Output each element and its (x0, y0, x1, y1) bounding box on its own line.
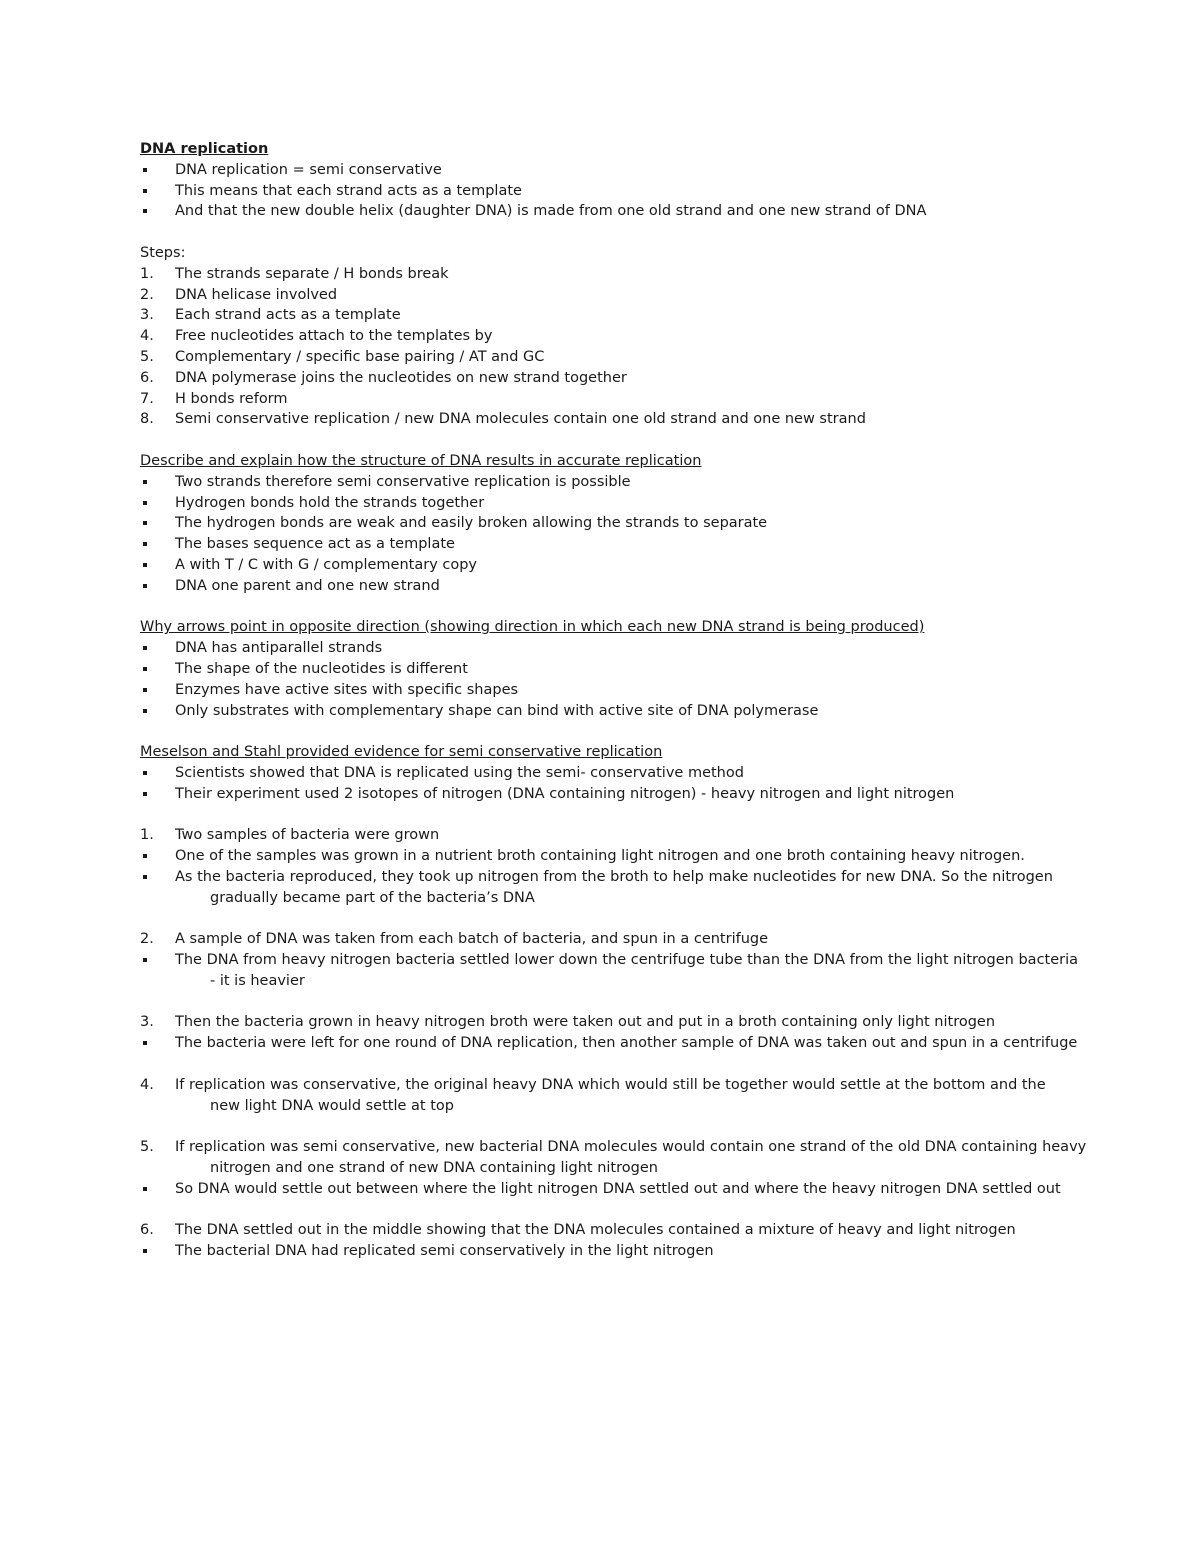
bullet-text: DNA one parent and one new strand (175, 577, 440, 594)
list-item (140, 659, 1140, 680)
bullet-icon (143, 875, 147, 879)
spacer (140, 721, 1140, 742)
bullet-icon (143, 480, 147, 484)
step-text: H bonds reform (175, 390, 288, 407)
list-item-continuation (140, 1096, 1140, 1117)
step-number: 5. (140, 1139, 154, 1156)
intro-section (140, 139, 1140, 160)
step-number: 4. (140, 328, 154, 345)
spacer (140, 992, 1140, 1013)
spacer (140, 597, 1140, 618)
list-item (140, 950, 1140, 971)
list-item (140, 576, 1140, 597)
list-item (140, 201, 1140, 222)
spacer (140, 908, 1140, 929)
step-text: Free nucleotides attach to the templates by (175, 328, 493, 345)
step-number: 3. (140, 307, 154, 324)
list-item (140, 701, 1140, 722)
bullet-text: Enzymes have active sites with specific shapes (175, 681, 519, 698)
step-text: Two samples of bacteria were grown (175, 827, 440, 844)
step-text: DNA helicase involved (175, 286, 338, 303)
spacer (140, 1054, 1140, 1075)
list-item (140, 846, 1140, 867)
list-item (140, 1075, 1140, 1096)
step-number: 4. (140, 1076, 154, 1093)
bullet-text: Scientists showed that DNA is replicated using the semi- conservative method (175, 764, 744, 781)
step-number: 1. (140, 265, 154, 282)
step-text: Each strand acts as a template (175, 307, 401, 324)
meselson-heading: Meselson and Stahl provided evidence for semi conservative replication (140, 744, 663, 761)
bullet-text: The DNA from heavy nitrogen bacteria settled lower down the centrifuge tube than the DNA from the light nitrogen bacteria (175, 952, 1079, 969)
spacer (140, 1200, 1140, 1221)
step-text: If replication was semi conservative, new bacterial DNA molecules would contain one strand of the old DNA containing heavy (175, 1139, 1087, 1156)
bullet-icon (143, 521, 147, 525)
list-item (140, 160, 1140, 181)
list-item (140, 285, 1140, 306)
bullet-text: As the bacteria reproduced, they took up nitrogen from the broth to help make nucleotides for new DNA. So the nitrogen (175, 868, 1053, 885)
list-item (140, 1179, 1140, 1200)
section-heading (140, 742, 1140, 763)
step-text: DNA polymerase joins the nucleotides on new strand together (175, 369, 627, 386)
list-item (140, 326, 1140, 347)
list-item (140, 1012, 1140, 1033)
bullet-icon (143, 542, 147, 546)
bullet-text: The bacterial DNA had replicated semi conservatively in the light nitrogen (175, 1243, 714, 1260)
step-number: 1. (140, 827, 154, 844)
continuation-text: nitrogen and one strand of new DNA containing light nitrogen (210, 1160, 658, 1177)
bullet-icon (143, 792, 147, 796)
list-item (140, 1033, 1140, 1054)
step-text: Semi conservative replication / new DNA molecules contain one old strand and one new strand (175, 411, 866, 428)
list-item-continuation (140, 888, 1140, 909)
list-item-continuation (140, 971, 1140, 992)
bullet-icon (143, 563, 147, 567)
list-item (140, 680, 1140, 701)
bullet-icon (143, 709, 147, 713)
list-item (140, 534, 1140, 555)
bullet-text: The hydrogen bonds are weak and easily broken allowing the strands to separate (175, 515, 768, 532)
step-number: 8. (140, 411, 154, 428)
step-text: A sample of DNA was taken from each batch of bacteria, and spun in a centrifuge (175, 931, 769, 948)
step-number: 6. (140, 369, 154, 386)
spacer (140, 430, 1140, 451)
step-text: Then the bacteria grown in heavy nitrogen broth were taken out and put in a broth containing only light nitrogen (175, 1014, 996, 1031)
list-item (140, 347, 1140, 368)
list-item (140, 784, 1140, 805)
bullet-icon (143, 209, 147, 213)
spacer (140, 805, 1140, 826)
bullet-text: The bases sequence act as a template (175, 536, 455, 553)
list-item (140, 409, 1140, 430)
step-number: 2. (140, 286, 154, 303)
bullet-text: Their experiment used 2 isotopes of nitrogen (DNA containing nitrogen) - heavy nitrogen and light nitrogen (175, 785, 955, 802)
bullet-icon (143, 688, 147, 692)
continuation-text: new light DNA would settle at top (210, 1097, 454, 1114)
step-number: 2. (140, 931, 154, 948)
step-text: Complementary / specific base pairing / AT and GC (175, 348, 545, 365)
list-item (140, 763, 1140, 784)
bullet-icon (143, 646, 147, 650)
document-title: DNA replication (140, 141, 269, 157)
list-item (140, 305, 1140, 326)
bullet-icon (143, 771, 147, 775)
bullet-text: DNA has antiparallel strands (175, 640, 383, 657)
list-item (140, 1137, 1140, 1158)
list-item-continuation (140, 1158, 1140, 1179)
document-page (140, 139, 1140, 1262)
step-number: 5. (140, 348, 154, 365)
list-item (140, 368, 1140, 389)
continuation-text: gradually became part of the bacteria’s DNA (210, 889, 535, 906)
step-number: 3. (140, 1014, 154, 1031)
list-item (140, 493, 1140, 514)
list-item (140, 513, 1140, 534)
bullet-text: Two strands therefore semi conservative replication is possible (175, 473, 631, 490)
list-item (140, 1220, 1140, 1241)
list-item (140, 1241, 1140, 1262)
spacer (140, 1116, 1140, 1137)
continuation-text: - it is heavier (210, 972, 305, 989)
step-text: The strands separate / H bonds break (175, 265, 449, 282)
section-heading (140, 451, 1140, 472)
bullet-icon (143, 667, 147, 671)
list-item (140, 389, 1140, 410)
bullet-text: And that the new double helix (daughter DNA) is made from one old strand and one new strand of DNA (175, 203, 927, 220)
bullet-text: Only substrates with complementary shape can bind with active site of DNA polymerase (175, 702, 819, 719)
bullet-text: A with T / C with G / complementary copy (175, 556, 478, 573)
step-number: 6. (140, 1222, 154, 1239)
bullet-icon (143, 854, 147, 858)
bullet-text: So DNA would settle out between where the light nitrogen DNA settled out and where the heavy nitrogen DNA settled out (175, 1180, 1061, 1197)
bullet-icon (143, 584, 147, 588)
steps-label-text: Steps: (140, 244, 186, 261)
step-text: If replication was conservative, the original heavy DNA which would still be together would settle at the bottom and the (175, 1076, 1046, 1093)
list-item (140, 264, 1140, 285)
list-item (140, 867, 1140, 888)
list-item (140, 181, 1140, 202)
bullet-text: This means that each strand acts as a template (175, 182, 522, 199)
bullet-text: One of the samples was grown in a nutrient broth containing light nitrogen and one broth containing heavy nitrogen. (175, 848, 1025, 865)
bullet-icon (143, 189, 147, 193)
spacer (140, 222, 1140, 243)
bullet-text: DNA replication = semi conservative (175, 161, 442, 178)
step-text: The DNA settled out in the middle showing that the DNA molecules contained a mixture of heavy and light nitrogen (175, 1222, 1016, 1239)
step-number: 7. (140, 390, 154, 407)
list-item (140, 929, 1140, 950)
list-item (140, 638, 1140, 659)
bullet-icon (143, 1249, 147, 1253)
accuracy-heading: Describe and explain how the structure of DNA results in accurate replication (140, 452, 702, 469)
bullet-text: Hydrogen bonds hold the strands together (175, 494, 485, 511)
steps-label (140, 243, 1140, 264)
list-item (140, 472, 1140, 493)
bullet-icon (143, 501, 147, 505)
list-item (140, 825, 1140, 846)
bullet-icon (143, 958, 147, 962)
list-item (140, 555, 1140, 576)
bullet-text: The shape of the nucleotides is different (175, 660, 468, 677)
section-heading (140, 617, 1140, 638)
bullet-icon (143, 1187, 147, 1191)
arrows-heading: Why arrows point in opposite direction (showing direction in which each new DNA strand is being produced) (140, 619, 925, 636)
bullet-text: The bacteria were left for one round of DNA replication, then another sample of DNA was taken out and spun in a centrifuge (175, 1035, 1078, 1052)
bullet-icon (143, 168, 147, 172)
bullet-icon (143, 1041, 147, 1045)
